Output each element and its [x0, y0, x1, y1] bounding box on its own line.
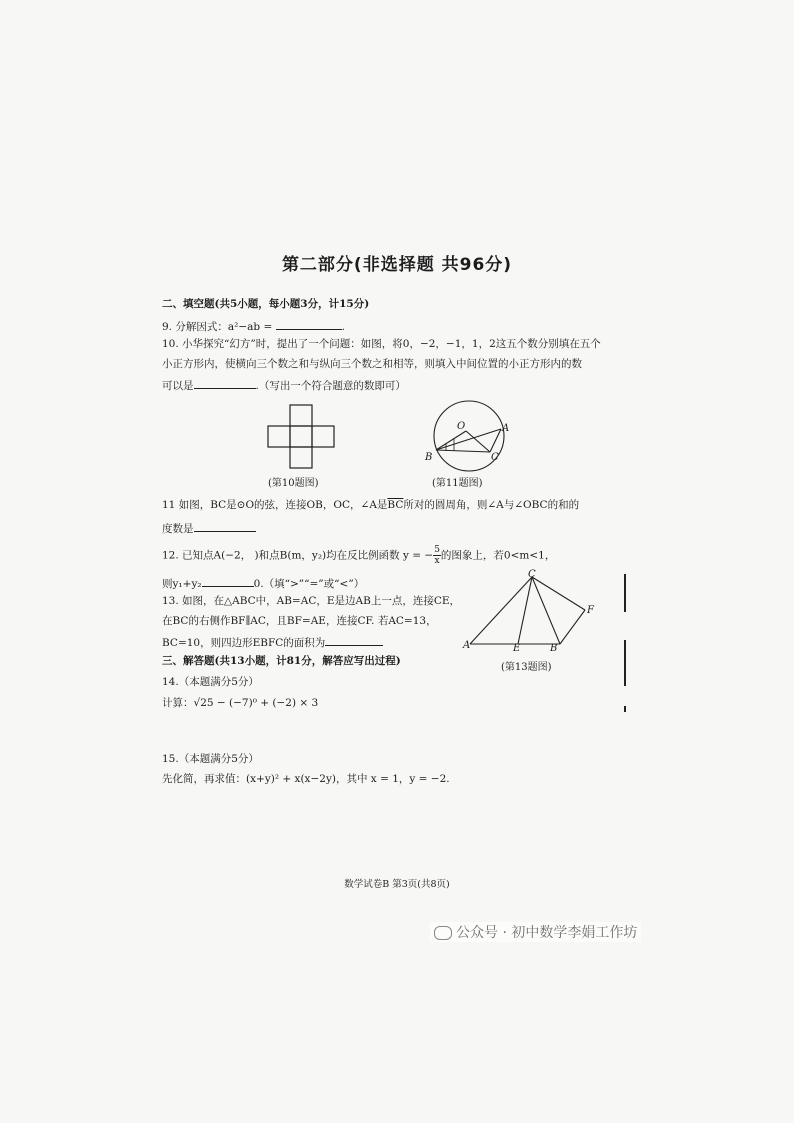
q11-line1-a: 11 如图，BC是⊙O的弦，连接OB，OC，∠A是: [162, 499, 388, 511]
q10-answer-blank[interactable]: [194, 377, 256, 389]
q11-line1: [162, 498, 579, 512]
scan-edge-mark-2: [624, 640, 626, 686]
scan-edge-mark-1: [624, 574, 626, 612]
fig10-square-left: [268, 426, 290, 447]
fig11-caption: (第11题图): [432, 478, 483, 489]
section2-header: 二、填空题(共5小题，每小题3分，计15分): [162, 298, 370, 310]
fig13-label-c: C: [528, 569, 536, 580]
fig10-square-top: [290, 405, 312, 426]
fig13-caption: (第13题图): [501, 662, 552, 673]
q11-line1-b: 所对的圆周角，则∠A与∠OBC的和的: [403, 499, 580, 511]
q13-line3-text: BC=10，则四边形EBFC的面积为: [162, 637, 326, 649]
fig10-square-center: [290, 426, 312, 447]
fig13-label-a: A: [463, 640, 471, 651]
fig13-segment-cf: [532, 577, 585, 610]
q13-line2: 在BC的右侧作BF∥AC，且BF=AE，连接CF. 若AC=13，: [162, 615, 437, 627]
q12-line1: [162, 545, 555, 566]
q11-line2-text: 度数是: [162, 523, 194, 535]
q12-line1-a: 12. 已知点A(−2， )和点B(m，y₂)均在反比例函数 y = −: [162, 549, 434, 562]
figure-10-cross: [266, 404, 338, 470]
fig13-label-e: E: [513, 643, 521, 654]
fig11-chord-bc: [436, 450, 490, 452]
fig13-label-b: B: [550, 643, 558, 654]
fig13-segment-bf: [560, 610, 585, 644]
q13-line1: 13. 如图，在△ABC中，AB=AC，E是边AB上一点，连接CE，: [162, 595, 461, 607]
q12-line2-b: 0.（填“>”“=”或“<”）: [253, 578, 365, 590]
q13-line3: [162, 634, 383, 650]
figure-11-circle: [424, 400, 514, 474]
fig10-caption: (第10题图): [268, 478, 319, 489]
q14-head: 14.（本题满分5分）: [162, 676, 259, 688]
q11-answer-blank[interactable]: [194, 520, 256, 532]
q9-end: .: [341, 321, 345, 333]
fig13-label-f: F: [587, 605, 594, 616]
q10-line3-a: 可以是: [162, 380, 194, 392]
q9-answer-blank[interactable]: [276, 318, 342, 330]
q12-answer-blank[interactable]: [202, 575, 254, 587]
q11-line2: [162, 520, 256, 536]
fig10-square-right: [312, 426, 334, 447]
question-9: [162, 318, 345, 334]
q14-body: 计算：√25 − (−7)⁰ + (−2) × 3: [162, 697, 319, 709]
q13-answer-blank[interactable]: [325, 634, 383, 646]
section3-header: 三、解答题(共13小题，计81分，解答应写出过程): [162, 655, 401, 667]
fig11-label-c: C: [491, 452, 499, 463]
q11-arc-bc: $\overline{BC}$: [387, 499, 404, 511]
q12-line2: [162, 575, 364, 591]
fig13-segment-ce: [518, 577, 532, 644]
fig10-square-bottom: [290, 447, 312, 468]
fig11-label-o: O: [457, 421, 466, 432]
q12-line2-a: 则y₁+y₂: [162, 578, 202, 590]
q10-line2: 小正方形内，使横向三个数之和与纵向三个数之和相等，则填入中间位置的小正方形内的数: [162, 358, 582, 370]
page-footer: 数学试卷B 第3页(共8页): [344, 879, 450, 890]
watermark: [430, 922, 641, 942]
q10-line3-b: .（写出一个符合题意的数即可）: [255, 380, 406, 392]
fig11-label-b: B: [425, 452, 433, 463]
q10-line3: [162, 377, 406, 393]
section-title: 第二部分(非选择题 共96分): [281, 255, 513, 275]
q15-body: 先化简，再求值：(x+y)² + x(x−2y)，其中 x = 1，y = −2.: [162, 773, 450, 785]
fig11-label-a: A: [502, 423, 510, 434]
fig11-segment-ob: [436, 431, 466, 450]
q12-fraction: [433, 545, 441, 566]
q9-text: 9. 分解因式：a²−ab =: [162, 321, 276, 333]
figure-13-triangle: [466, 572, 602, 648]
q10-line1: 10. 小华探究“幻方”时，提出了一个问题：如图，将0，−2，−1，1，2这五个数分别填在五个: [162, 338, 601, 350]
q15-head: 15.（本题满分5分）: [162, 753, 259, 765]
q12-line1-b: 的图象上，若0<m<1，: [440, 549, 556, 562]
q12-frac-den: x: [434, 556, 440, 566]
watermark-text: 公众号 · 初中数学李娟工作坊: [456, 925, 638, 941]
scan-edge-mark-3: [624, 706, 626, 712]
q12-frac-num: 5: [434, 545, 440, 555]
wechat-icon: [434, 926, 452, 940]
fig13-triangle-abc: [470, 577, 560, 644]
